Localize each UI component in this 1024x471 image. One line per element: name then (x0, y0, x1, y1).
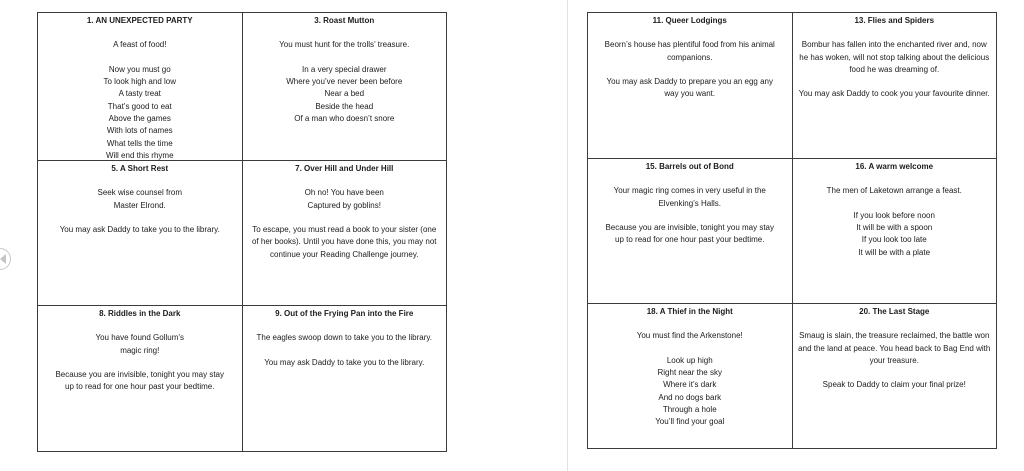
card-text-line: The men of Laketown arrange a feast. (826, 186, 962, 196)
card-paragraph (592, 39, 788, 64)
challenge-card (793, 304, 998, 449)
card-paragraph (592, 76, 788, 101)
card-text-line: Because you are invisible, tonight you may stay (55, 370, 225, 380)
card-text-line: Smaug is slain, the treasure reclaimed, the battle won (799, 331, 990, 341)
card-text-line: Because you are invisible, tonight you may stay (605, 223, 775, 233)
card-text-line: magic ring! (120, 345, 160, 355)
card-text-line: Captured by goblins! (307, 200, 381, 210)
card-paragraph (42, 332, 238, 357)
card-text-line: With lots of names (106, 126, 173, 136)
card-title: 18. A Thief in the Night (646, 307, 733, 316)
card-text-line: You may ask Daddy to prepare you an egg any (606, 77, 773, 87)
card-paragraph (797, 39, 993, 76)
challenge-card (38, 161, 243, 306)
card-text-line: You’ll find your goal (655, 417, 725, 427)
card-text-line: If you look before noon (853, 210, 935, 220)
card-text-line: companions. (667, 52, 713, 62)
card-text-line: The eagles swoop down to take you to the library. (256, 333, 432, 343)
card-paragraph (592, 330, 788, 342)
card-text-line: To escape, you must read a book to your sister (one (252, 225, 437, 235)
card-paragraph (42, 39, 238, 51)
card-text-line: Speak to Daddy to claim your final prize! (822, 380, 966, 390)
card-title: 1. AN UNEXPECTED PARTY (86, 16, 193, 25)
card-text-line: Seek wise counsel from (97, 188, 182, 198)
card-paragraph (42, 64, 238, 161)
card-text-line: Where you’ve never been before (286, 77, 403, 87)
card-paragraph (247, 357, 443, 369)
card-text-line: of her books). Until you have done this, you may not (251, 237, 437, 247)
card-title: 8. Riddles in the Dark (99, 309, 181, 318)
card-title: 5. A Short Rest (111, 164, 169, 173)
card-text-line: It will be with a spoon (856, 223, 933, 233)
card-text-line: he has woken, will not stop talking about the delicious (799, 52, 990, 62)
card-title: 3. Roast Mutton (314, 16, 375, 25)
challenge-card (588, 159, 793, 304)
challenge-card (243, 306, 448, 452)
card-text-line: Above the games (108, 114, 171, 124)
card-text-line: Master Elrond. (113, 200, 166, 210)
left-page-grid (37, 12, 447, 452)
card-text-line: Elvenking’s Halls. (658, 198, 722, 208)
card-title: 11. Queer Lodgings (652, 16, 727, 25)
challenge-card (588, 304, 793, 449)
challenge-card (243, 13, 448, 161)
right-page-grid (587, 12, 997, 449)
card-text-line: Your magic ring comes in very useful in the (613, 186, 766, 196)
card-text-line: Right near the sky (657, 368, 722, 378)
card-paragraph (592, 222, 788, 247)
challenge-card (243, 161, 448, 306)
card-text-line: What tells the time (106, 138, 173, 148)
card-text-line: It will be with a plate (858, 247, 931, 257)
challenge-card (588, 13, 793, 159)
card-text-line: In a very special drawer (302, 64, 387, 74)
card-text-line: Will end this rhyme (105, 150, 174, 160)
card-title: 13. Flies and Spiders (854, 16, 935, 25)
card-paragraph (592, 185, 788, 210)
card-text-line: continue your Reading Challenge journey. (270, 249, 419, 259)
card-text-line: A feast of food! (113, 40, 167, 50)
card-paragraph (797, 379, 993, 391)
card-paragraph (42, 224, 238, 236)
card-text-line: up to read for one hour past your bedtime. (65, 382, 215, 392)
card-title: 16. A warm welcome (855, 162, 934, 171)
card-title: 7. Over Hill and Under Hill (295, 164, 394, 173)
card-text-line: You may ask Daddy to take you to the library. (59, 225, 220, 235)
card-paragraph (797, 210, 993, 259)
card-text-line: Near a bed (324, 89, 365, 99)
chevron-left-icon (0, 254, 7, 264)
challenge-card (793, 159, 998, 304)
challenge-card (38, 306, 243, 452)
page-divider (567, 0, 568, 471)
card-paragraph (42, 187, 238, 212)
card-paragraph (247, 187, 443, 212)
card-text-line: and the land at peace. You head back to Bag End with (798, 343, 991, 353)
card-paragraph (797, 185, 993, 197)
card-text-line: Where it’s dark (663, 380, 717, 390)
card-paragraph (247, 332, 443, 344)
card-text-line: You have found Gollum’s (95, 333, 184, 343)
card-text-line: Beorn’s house has plentiful food from his animal (604, 40, 775, 50)
card-text-line: That’s good to eat (107, 101, 172, 111)
challenge-card (793, 13, 998, 159)
card-text-line: way you want. (664, 89, 716, 99)
card-text-line: food he was dreaming of. (849, 64, 940, 74)
card-text-line: You may ask Daddy to cook you your favourite dinner. (798, 89, 990, 99)
card-text-line: A tasty treat (118, 89, 161, 99)
card-text-line: You must hunt for the trolls’ treasure. (279, 40, 410, 50)
card-paragraph (797, 88, 993, 100)
card-text-line: Of a man who doesn’t snore (294, 114, 395, 124)
card-title: 9. Out of the Frying Pan into the Fire (275, 309, 414, 318)
card-text-line: Oh no! You have been (304, 188, 384, 198)
card-text-line: If you look too late (861, 235, 927, 245)
card-text-line: To look high and low (103, 77, 176, 87)
card-title: 20. The Last Stage (859, 307, 930, 316)
card-text-line: Beside the head (315, 101, 374, 111)
card-paragraph (42, 369, 238, 394)
card-text-line: You must find the Arkenstone! (636, 331, 743, 341)
card-text-line: Look up high (666, 355, 713, 365)
card-text-line: You may ask Daddy to take you to the library. (264, 357, 425, 367)
card-paragraph (797, 330, 993, 367)
card-paragraph (592, 355, 788, 429)
card-title: 15. Barrels out of Bond (645, 162, 734, 171)
card-text-line: up to read for one hour past your bedtime. (615, 235, 765, 245)
card-text-line: Now you must go (108, 64, 171, 74)
card-text-line: And no dogs bark (658, 392, 722, 402)
card-text-line: Through a hole (662, 405, 717, 415)
card-text-line: Bombur has fallen into the enchanted river and, now (801, 40, 987, 50)
previous-page-button[interactable] (0, 248, 11, 270)
card-paragraph (247, 39, 443, 51)
card-paragraph (247, 224, 443, 261)
card-paragraph (247, 64, 443, 125)
card-text-line: your treasure. (869, 355, 919, 365)
challenge-card (38, 13, 243, 161)
